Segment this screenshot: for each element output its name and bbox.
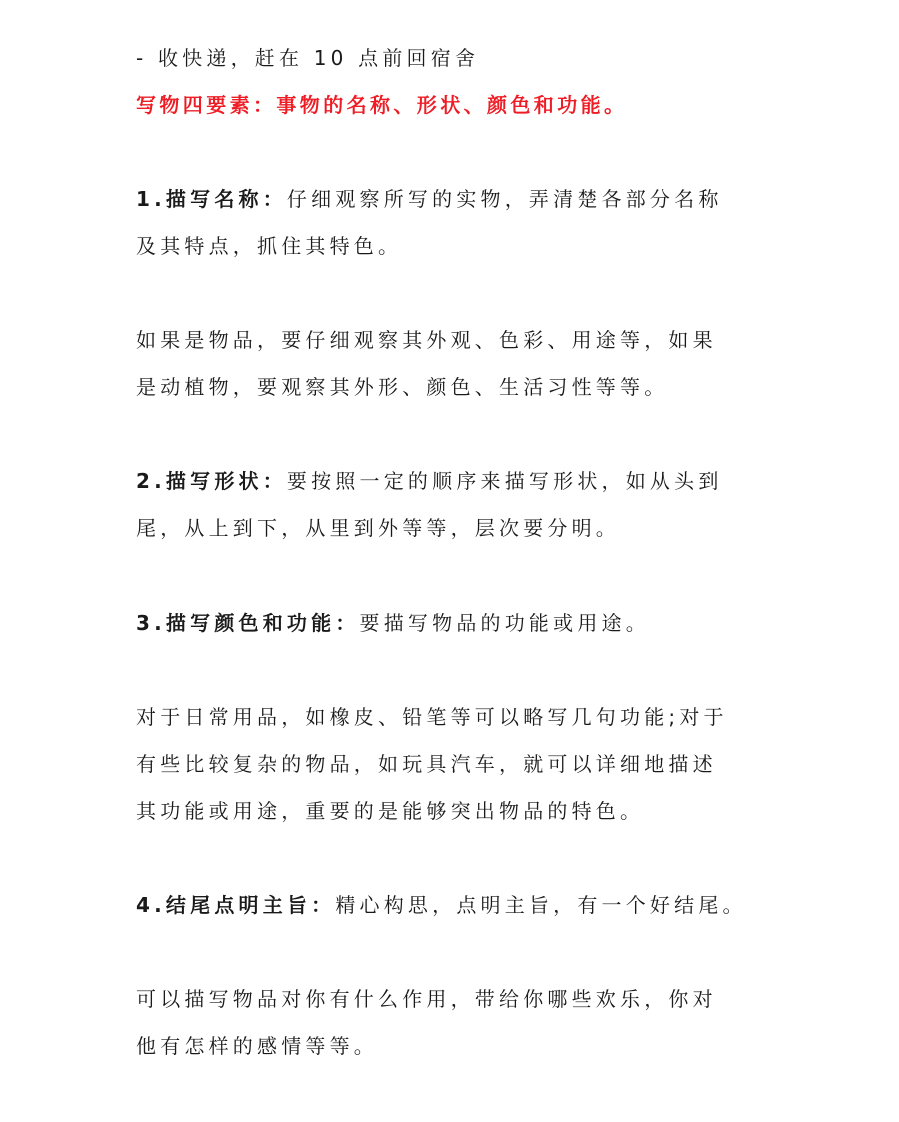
section-4-first-line: [136, 892, 747, 918]
red-heading: 写物四要素：事物的名称、形状、颜色和功能。: [136, 93, 628, 117]
section-1-heading: 1.描写名称：: [136, 187, 287, 211]
section-3-detail-line-2: 有些比较复杂的物品，如玩具汽车，就可以详细地描述: [136, 752, 717, 776]
section-1-continuation: 及其特点，抓住其特色。: [136, 234, 403, 258]
section-1-detail-line-2: 是动植物，要观察其外形、颜色、生活习性等等。: [136, 375, 669, 399]
section-3-text: 要描写物品的功能或用途。: [359, 611, 650, 635]
section-4-detail-line-1: 可以描写物品对你有什么作用，带给你哪些欢乐，你对: [136, 987, 717, 1011]
section-4-detail-line-2: 他有怎样的感情等等。: [136, 1034, 378, 1058]
intro-line: - 收快递，赶在 10 点前回宿舍: [136, 46, 480, 70]
section-3-detail-line-3: 其功能或用途，重要的是能够突出物品的特色。: [136, 799, 645, 823]
section-2-first-line: [136, 468, 723, 494]
section-3-detail-line-1: 对于日常用品，如橡皮、铅笔等可以略写几句功能;对于: [136, 705, 728, 729]
section-1-text: 仔细观察所写的实物，弄清楚各部分名称: [286, 187, 723, 211]
section-3-first-line: [136, 610, 650, 636]
section-1-first-line: [136, 186, 723, 212]
section-4-text: 精心构思，点明主旨，有一个好结尾。: [335, 893, 747, 917]
section-4-heading: 4.结尾点明主旨：: [136, 893, 336, 917]
section-2-continuation: 尾，从上到下，从里到外等等，层次要分明。: [136, 516, 620, 540]
section-2-heading: 2.描写形状：: [136, 469, 287, 493]
section-2-text: 要按照一定的顺序来描写形状，如从头到: [286, 469, 723, 493]
section-3-heading: 3.描写颜色和功能：: [136, 611, 360, 635]
section-1-detail-line-1: 如果是物品，要仔细观察其外观、色彩、用途等，如果: [136, 328, 717, 352]
